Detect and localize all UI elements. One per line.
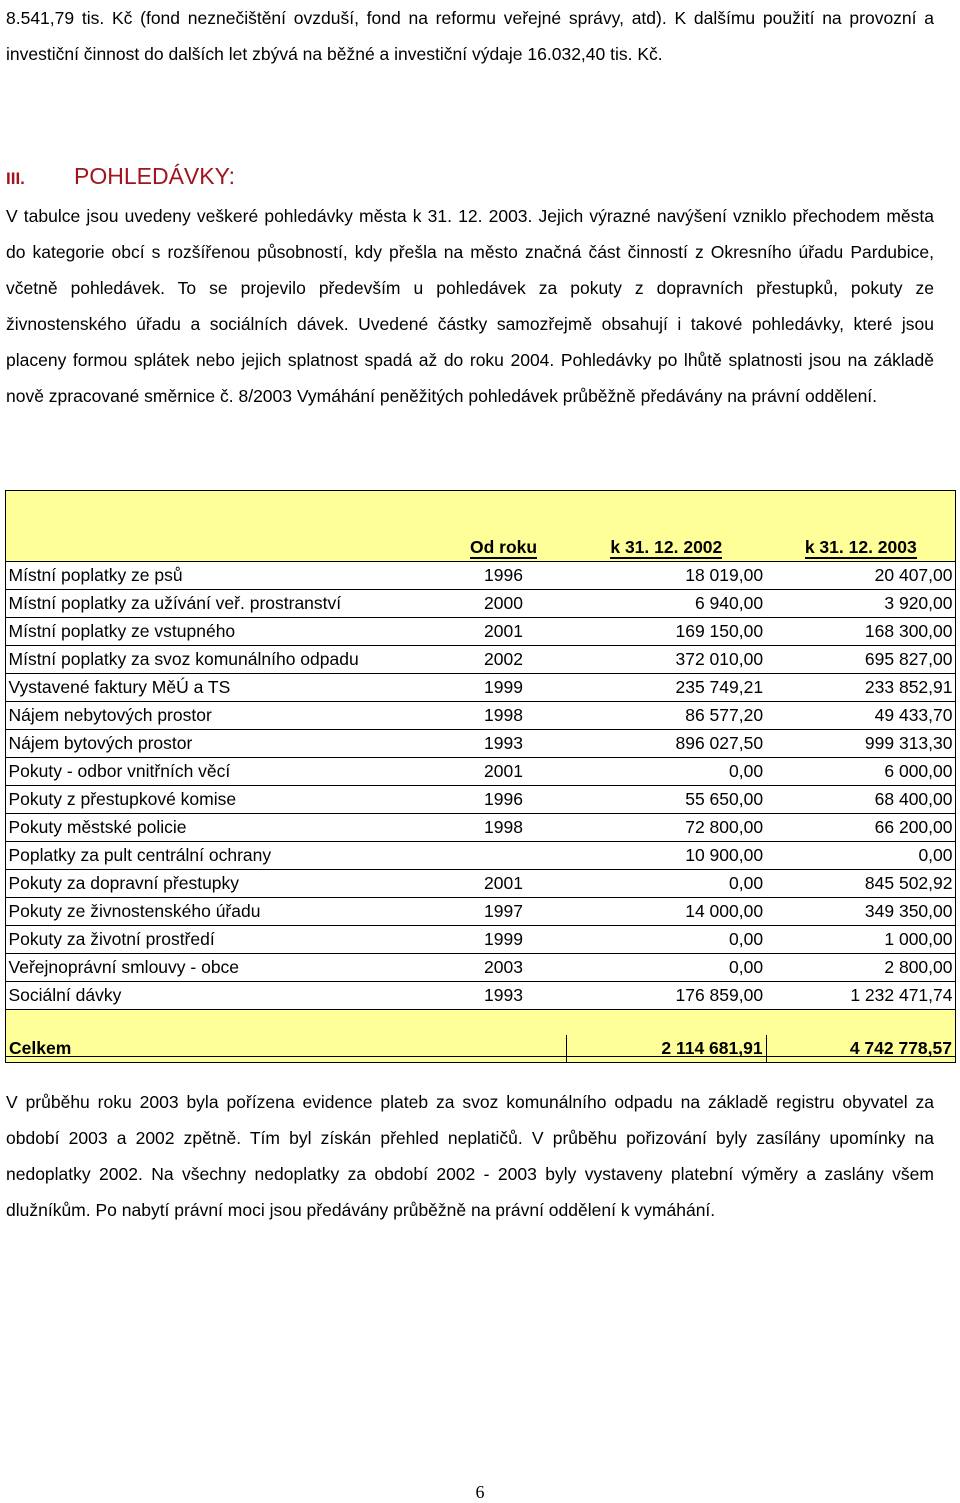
row-value-2002: 0,00 (567, 954, 767, 982)
row-value-2002: 6 940,00 (567, 590, 767, 618)
row-year: 1998 (440, 814, 566, 842)
row-year (440, 842, 566, 870)
total-year (440, 1035, 566, 1063)
row-name: Veřejnoprávní smlouvy - obce (6, 954, 441, 982)
table-row (6, 870, 956, 898)
total-2003: 4 742 778,57 (766, 1035, 955, 1063)
row-year: 1998 (440, 702, 566, 730)
row-name: Pokuty - odbor vnitřních věcí (6, 758, 441, 786)
row-value-2003: 6 000,00 (766, 758, 955, 786)
row-value-2003: 1 232 471,74 (850, 985, 953, 1005)
intro-paragraph: 8.541,79 tis. Kč (fond neznečištění ovzduší, fond na reformu veřejné správy, atd). K dalšímu použití na provozní a investiční činnost do dalších let zbývá na běžné a investiční výdaje 16.032,40 tis. Kč. (6, 8, 934, 64)
row-year: 1997 (440, 898, 566, 926)
row-year: 1996 (440, 562, 566, 590)
row-value-2003: 0,00 (766, 842, 955, 870)
row-value-2003: 999 313,30 (766, 730, 955, 758)
table-row (6, 702, 956, 730)
table-row (6, 814, 956, 842)
row-value-2003: 66 200,00 (766, 814, 955, 842)
table-row (6, 590, 956, 618)
row-year: 2002 (440, 646, 566, 674)
row-value-2002: 86 577,20 (567, 702, 767, 730)
row-value-2002: 235 749,21 (567, 674, 767, 702)
table-body (6, 562, 956, 1010)
row-year: 1999 (440, 926, 566, 954)
row-year: 2001 (440, 870, 566, 898)
row-name: Pokuty z přestupkové komise (6, 786, 441, 814)
total-spacer (6, 1010, 956, 1036)
row-value-2002: 18 019,00 (567, 562, 767, 590)
header-year: Od roku (440, 534, 566, 562)
row-name: Místní poplatky ze vstupného (6, 618, 441, 646)
header-name (6, 534, 441, 562)
row-year: 2001 (440, 758, 566, 786)
section-title: POHLEDÁVKY: (74, 163, 236, 189)
row-value-2003: 349 350,00 (766, 898, 955, 926)
row-name: Pokuty ze živnostenského úřadu (6, 898, 441, 926)
table-row (6, 758, 956, 786)
row-value-2003: 233 852,91 (766, 674, 955, 702)
row-name: Místní poplatky za svoz komunálního odpadu (6, 646, 441, 674)
table-row (6, 674, 956, 702)
table-row (6, 646, 956, 674)
row-value-2002: 176 859,00 (675, 985, 764, 1005)
page-number: 6 (475, 1482, 485, 1502)
total-2002: 2 114 681,91 (567, 1035, 767, 1063)
row-value-2003: 168 300,00 (766, 618, 955, 646)
row-name: Nájem nebytových prostor (6, 702, 441, 730)
row-year: 2003 (440, 954, 566, 982)
row-name: Pokuty za životní prostředí (6, 926, 441, 954)
row-year: 1993 (440, 730, 566, 758)
row-name: Sociální dávky (8, 985, 122, 1005)
row-value-2002: 72 800,00 (567, 814, 767, 842)
table-row (6, 730, 956, 758)
row-value-2003: 1 000,00 (766, 926, 955, 954)
header-2002: k 31. 12. 2002 (567, 534, 767, 562)
row-year: 1996 (440, 786, 566, 814)
table-header-row (6, 534, 956, 562)
table-row (6, 842, 956, 870)
row-value-2003: 2 800,00 (766, 954, 955, 982)
row-name: Místní poplatky ze psů (6, 562, 441, 590)
table-row (6, 786, 956, 814)
row-year: 1993 (484, 985, 523, 1005)
row-value-2002: 896 027,50 (567, 730, 767, 758)
table-row (6, 898, 956, 926)
header-2003: k 31. 12. 2003 (766, 534, 955, 562)
row-value-2002: 55 650,00 (567, 786, 767, 814)
table-header-spacer (6, 490, 956, 534)
row-name: Místní poplatky za užívání veř. prostranství (6, 590, 441, 618)
row-value-2002: 0,00 (567, 870, 767, 898)
total-label: Celkem (6, 1035, 441, 1063)
row-value-2003: 20 407,00 (766, 562, 955, 590)
row-value-2002: 169 150,00 (567, 618, 767, 646)
row-name: Poplatky za pult centrální ochrany (6, 842, 441, 870)
table-row (6, 954, 956, 982)
row-year: 2000 (440, 590, 566, 618)
table-row (6, 562, 956, 590)
section-heading (6, 163, 235, 195)
row-year: 2001 (440, 618, 566, 646)
row-value-2002: 372 010,00 (567, 646, 767, 674)
row-value-2003: 68 400,00 (766, 786, 955, 814)
row-value-2002: 14 000,00 (567, 898, 767, 926)
total-row (6, 1035, 956, 1063)
row-value-2002: 0,00 (567, 926, 767, 954)
row-year: 1999 (440, 674, 566, 702)
receivables-description-paragraph: V tabulce jsou uvedeny veškeré pohledávky města k 31. 12. 2003. Jejich výrazné navýšení vzniklo přechodem města do kategorie obcí s rozšířenou působností, kdy přešla na město značná část činností z Okresního úřadu Pardubice, včetně pohledávek. To se projevilo především u pohledávek za pokuty z dopravních přestupků, pokuty ze živnostenského úřadu a sociálních dávek. Uvedené částky samozřejmě obsahují i takové pohledávky, které jsou placeny formou splátek nebo jejich splatnost spadá až do roku 2004. Pohledávky po lhůtě splatnosti jsou na základě nově zpracované směrnice č. 8/2003 Vymáhání peněžitých pohledávek průběžně předávány na právní oddělení. (6, 206, 934, 406)
row-name: Nájem bytových prostor (6, 730, 441, 758)
collection-paragraph: V průběhu roku 2003 byla pořízena evidence plateb za svoz komunálního odpadu na základě registru obyvatel za období 2003 a 2002 zpětně. Tím byl získán přehled neplatičů. V průběhu pořizování byly zasílány upomínky na nedoplatky 2002. Na všechny nedoplatky za období 2002 - 2003 byly vystaveny platební výměry a zaslány všem dlužníkům. Po nabytí právní moci jsou předávány průběžně na právní oddělení k vymáhání. (6, 1092, 934, 1220)
section-number: III. (6, 169, 25, 188)
row-value-2002: 0,00 (567, 758, 767, 786)
row-value-2003: 845 502,92 (766, 870, 955, 898)
row-name: Pokuty za dopravní přestupky (6, 870, 441, 898)
row-name: Pokuty městské policie (6, 814, 441, 842)
receivables-table (5, 490, 956, 1063)
table-row (6, 982, 956, 1010)
row-value-2002: 10 900,00 (567, 842, 767, 870)
row-name: Vystavené faktury MěÚ a TS (6, 674, 441, 702)
table-row (6, 618, 956, 646)
row-value-2003: 49 433,70 (766, 702, 955, 730)
row-value-2003: 695 827,00 (766, 646, 955, 674)
row-value-2003: 3 920,00 (766, 590, 955, 618)
table-row (6, 926, 956, 954)
